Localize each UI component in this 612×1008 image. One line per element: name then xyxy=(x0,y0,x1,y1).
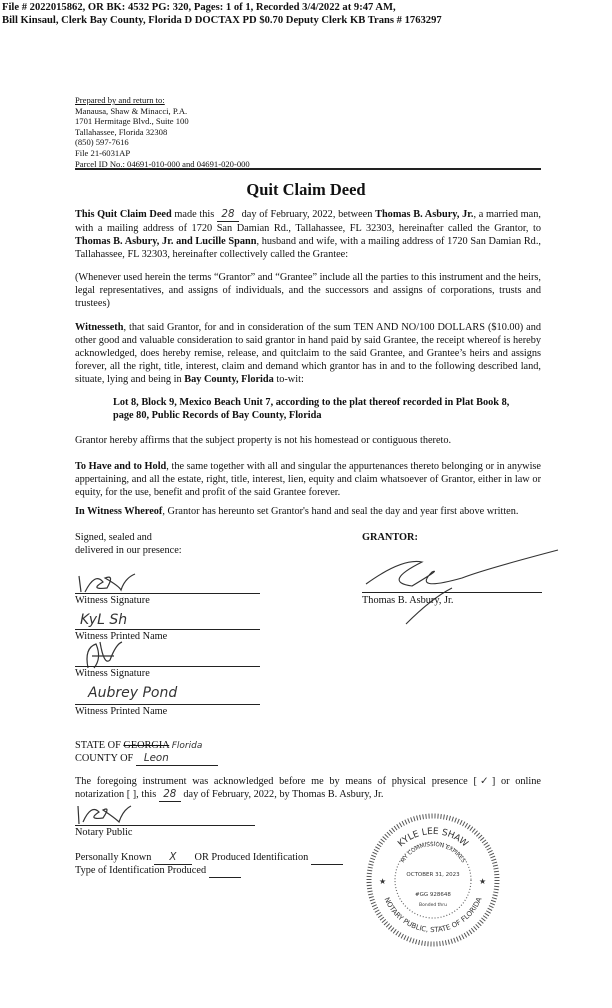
svg-text:MY COMMISSION EXPIRES xyxy=(400,842,466,865)
text: day of February, 2022, by Thomas B. Asbury, Jr. xyxy=(180,789,384,800)
grantor-name: Thomas B. Asbury, Jr. xyxy=(375,209,474,220)
text: made this xyxy=(171,209,217,220)
grantor-signature xyxy=(362,548,562,628)
text: , husband and wife, with a mailing address of 1720 San Damian Rd., Tallahassee, FL 32303, hereinafter collectively called the Grantee: xyxy=(75,236,541,260)
county-label: COUNTY OF xyxy=(75,753,136,764)
acknowledgment-paragraph xyxy=(75,775,541,802)
struck-state: GEORGIA xyxy=(123,740,170,751)
paragraph-definitions: (Whenever used herein the terms “Grantor” and “Grantee” include all the parties to this instrument and the heirs, legal representatives, and assigns of individuals, and the successors and assigns of corporations, trusts and trustees) xyxy=(75,272,541,309)
prepared-by-block xyxy=(75,95,250,169)
legal-description: Lot 8, Block 9, Mexico Beach Unit 7, according to the plat thereof recorded in Plat Book 8, page 80, Public Records of Bay County, Florida xyxy=(113,397,510,421)
handwritten-day: 28 xyxy=(217,208,239,222)
prepared-by-line: (850) 597-7616 xyxy=(75,137,129,148)
bold-text: Witnesseth xyxy=(75,322,124,333)
bold-text: In Witness Whereof xyxy=(75,506,163,517)
grantor-signature-line xyxy=(362,592,542,593)
text: ] or online notarization [ ], this xyxy=(75,776,541,800)
prepared-by-line: File 21-6031AP xyxy=(75,147,131,158)
state-line xyxy=(75,739,202,753)
prepared-by-line: Tallahassee, Florida 32308 xyxy=(75,126,168,137)
handwritten-county: Leon xyxy=(136,752,218,766)
witness2-printed-name: Aubrey Pond xyxy=(88,685,178,701)
notary-seal xyxy=(365,812,501,948)
witness2-name-label: Witness Printed Name xyxy=(75,706,168,717)
star-icon: ★ xyxy=(479,877,487,886)
text: , the same together with all and singular the appurtenances thereto belonging or in anywise appertaining, and all the estate, right, title, interest, lien, equity and claim whatsoever of Grantor, either in law or equity, for the use, benefit and profit of the said Grantee forever. xyxy=(75,461,542,498)
seal-bonded: Bonded thru xyxy=(419,903,447,908)
paragraph-witnesseth xyxy=(75,321,541,386)
produced-id-blank xyxy=(311,851,343,865)
personally-known-label: Personally Known xyxy=(75,852,154,863)
witness1-name-label: Witness Printed Name xyxy=(75,631,168,642)
bold-text: This Quit Claim Deed xyxy=(75,209,172,220)
type-of-id-label: Type of Identification Produced xyxy=(75,865,209,876)
witness1-printed-name: KyL Sh xyxy=(80,612,128,628)
text: , a married man, with a mailing address of 1720 San Damian Rd., Tallahassee, FL 32303, hereinafter called the Grantor, to xyxy=(75,209,541,234)
seal-expiration: OCTOBER 31, 2023 xyxy=(406,872,460,878)
handwritten-state: Florida xyxy=(171,741,203,751)
header-divider xyxy=(75,168,541,170)
prepared-by-line: Manausa, Shaw & Minacci, P.A. xyxy=(75,105,188,116)
notary-public-label: Notary Public xyxy=(75,827,133,838)
seal-state: NOTARY PUBLIC, STATE OF FLORIDA xyxy=(382,896,484,935)
recording-header-line-1: File # 2022015862, OR BK: 4532 PG: 320, Pages: 1 of 1, Recorded 3/4/2022 at 9:47 AM, xyxy=(2,2,396,13)
paragraph-parties xyxy=(75,208,541,261)
check-mark-icon: ✓ xyxy=(476,775,492,787)
state-label: STATE OF xyxy=(75,740,124,751)
paragraph-habendum xyxy=(75,460,541,499)
handwritten-day: 28 xyxy=(159,788,181,802)
text: day of February, 2022, between xyxy=(238,209,376,220)
prepared-by-line: Parcel ID No.: 04691-010-000 and 04691-020-000 xyxy=(75,158,250,169)
prepared-by-heading: Prepared by and return to: xyxy=(75,95,165,105)
grantor-printed-name: Thomas B. Asbury, Jr. xyxy=(362,595,454,606)
witness2-signature-label: Witness Signature xyxy=(75,668,150,679)
type-of-id-blank xyxy=(209,864,241,878)
paragraph-in-witness xyxy=(75,505,541,518)
personally-known-line xyxy=(75,851,343,865)
produced-id-label: OR Produced Identification xyxy=(191,852,311,863)
county-line xyxy=(75,752,218,766)
text: , Grantor has hereunto set Grantor's hand and seal the day and year first above written. xyxy=(162,506,519,517)
witness1-signature-label: Witness Signature xyxy=(75,595,150,606)
seal-commission: MY COMMISSION EXPIRES xyxy=(400,841,466,865)
bold-text: To Have and to Hold xyxy=(75,461,167,472)
svg-text:NOTARY PUBLIC, STATE OF FLORID xyxy=(383,896,484,934)
star-icon: ★ xyxy=(379,877,387,886)
paragraph-homestead: Grantor hereby affirms that the subject property is not his homestead or contiguous thereto. xyxy=(75,435,452,446)
notary-signature xyxy=(75,802,135,826)
witness1-signature xyxy=(75,568,145,596)
seal-name: KYLE LEE SHAW xyxy=(396,826,470,850)
document-title: Quit Claim Deed xyxy=(246,180,366,199)
signed-sealed-text: Signed, sealed and xyxy=(75,532,152,543)
type-of-id-line xyxy=(75,864,241,878)
text: to-wit: xyxy=(273,374,304,385)
text: , that said Grantor, for and in consideration of the sum TEN AND NO/100 DOLLARS ($10.00) and other good and valuable consideration to said grantor in hand paid by said Grantee, the receipt whereof is hereby acknowledged, does hereby remise, release, and quitclaim to the said Grantee, and Grantee’s heirs and assigns forever, all the right, title, interest, claim and demand which grantor has in and to the following described land, situate, lying and being in xyxy=(75,322,541,385)
county-name: Bay County, Florida xyxy=(184,374,274,385)
text: The foregoing instrument was acknowledged before me by means of physical presence [ xyxy=(75,776,477,787)
delivered-text: delivered in our presence: xyxy=(75,545,182,556)
personally-known-mark: X xyxy=(154,851,192,865)
grantee-names: Thomas B. Asbury, Jr. and Lucille Spann xyxy=(75,236,257,247)
seal-number: #GG 928648 xyxy=(415,892,451,898)
recording-header-line-2: Bill Kinsaul, Clerk Bay County, Florida D DOCTAX PD $0.70 Deputy Clerk KB Trans # 1763297 xyxy=(2,15,442,26)
grantor-heading: GRANTOR: xyxy=(362,532,418,543)
prepared-by-line: 1701 Hermitage Blvd., Suite 100 xyxy=(75,116,189,127)
